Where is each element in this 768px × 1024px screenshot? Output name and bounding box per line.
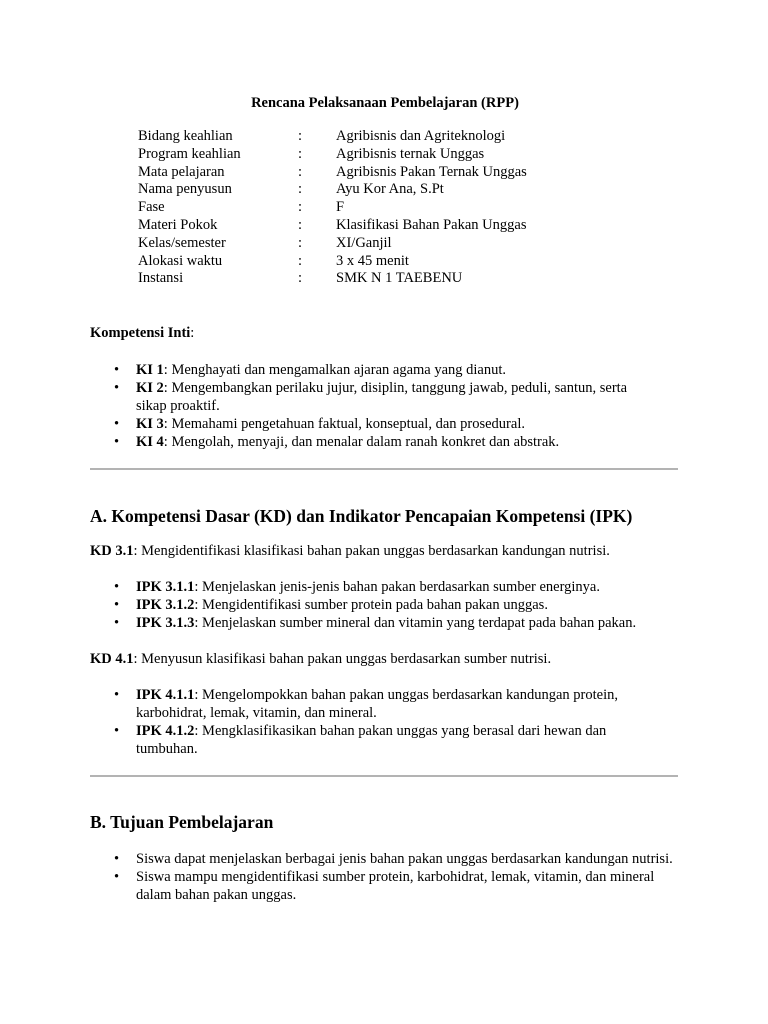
meta-value: Agribisnis ternak Unggas xyxy=(336,145,485,162)
kd-4-1 xyxy=(90,651,680,668)
kd-code: KD 3.1 xyxy=(90,543,134,559)
meta-row xyxy=(138,164,527,182)
meta-row xyxy=(138,270,527,288)
meta-row xyxy=(138,253,527,271)
meta-separator: : xyxy=(298,216,303,233)
section-b-heading: B. Tujuan Pembelajaran xyxy=(90,812,274,832)
meta-separator: : xyxy=(298,128,303,144)
item-code: IPK 4.1.1 xyxy=(136,687,195,703)
item-text: : Mengidentifikasi sumber protein pada bahan pakan unggas. xyxy=(194,597,548,613)
meta-value: SMK N 1 TAEBENU xyxy=(336,270,463,287)
item-text: : Menjelaskan jenis-jenis bahan pakan berdasarkan sumber energinya. xyxy=(194,579,600,595)
meta-value: XI/Ganjil xyxy=(336,234,392,251)
meta-label: Program keahlian xyxy=(138,145,241,162)
kd-text: : Menyusun klasifikasi bahan pakan unggas berdasarkan sumber nutrisi. xyxy=(133,651,552,667)
item-code: IPK 4.1.2 xyxy=(136,723,195,739)
meta-label: Kelas/semester xyxy=(138,234,226,251)
list-item xyxy=(90,722,650,758)
list-item xyxy=(90,379,660,415)
list-item: • Siswa mampu mengidentifikasi sumber protein, karbohidrat, lemak, vitamin, dan mineral dalam bahan pakan unggas. xyxy=(90,868,680,904)
list-item: • Siswa dapat menjelaskan berbagai jenis bahan pakan unggas berdasarkan kandungan nutrisi. xyxy=(90,850,680,868)
meta-label: Instansi xyxy=(138,270,184,287)
section-divider xyxy=(90,775,678,777)
item-code: KI 3 xyxy=(136,416,164,432)
item-text: : Menjelaskan sumber mineral dan vitamin yang terdapat pada bahan pakan. xyxy=(194,615,637,631)
list-item xyxy=(90,614,680,632)
meta-value: Ayu Kor Ana, S.Pt xyxy=(336,181,444,198)
meta-separator: : xyxy=(298,145,303,162)
ipk-4-1-list xyxy=(90,686,650,758)
meta-row xyxy=(138,235,527,253)
list-item xyxy=(90,578,680,596)
meta-separator: : xyxy=(298,163,303,180)
list-item xyxy=(90,596,680,614)
meta-row xyxy=(138,199,527,217)
item-code: IPK 3.1.3 xyxy=(136,615,195,631)
document-title: Rencana Pelaksanaan Pembelajaran (RPP) xyxy=(251,95,519,111)
kompetensi-inti-label: Kompetensi Inti xyxy=(90,325,191,341)
kompetensi-inti-list xyxy=(90,361,660,451)
meta-separator: : xyxy=(298,270,303,287)
section-a-heading: A. Kompetensi Dasar (KD) dan Indikator Pencapaian Kompetensi (IPK) xyxy=(90,506,633,526)
heading-colon: : xyxy=(190,325,195,341)
meta-separator: : xyxy=(298,199,303,216)
meta-value: Agribisnis Pakan Ternak Unggas xyxy=(336,163,527,180)
kompetensi-inti-heading xyxy=(90,325,194,342)
item-code: KI 1 xyxy=(136,362,164,378)
list-item xyxy=(90,415,660,433)
meta-value: Agribisnis dan Agriteknologi xyxy=(336,128,506,144)
item-code: IPK 3.1.1 xyxy=(136,579,195,595)
list-item xyxy=(90,433,660,451)
meta-row xyxy=(138,217,527,235)
section-divider xyxy=(90,468,678,470)
meta-separator: : xyxy=(298,181,303,198)
item-text: : Mengklasifikasikan bahan pakan unggas yang berasal dari hewan dan tumbuhan. xyxy=(136,723,607,757)
kd-code: KD 4.1 xyxy=(90,651,134,667)
kd-text: : Mengidentifikasi klasifikasi bahan pakan unggas berdasarkan kandungan nutrisi. xyxy=(133,543,610,559)
meta-row xyxy=(138,128,527,146)
ipk-3-1-list xyxy=(90,578,680,632)
item-code: KI 4 xyxy=(136,434,164,450)
item-text: : Mengolah, menyaji, dan menalar dalam ranah konkret dan abstrak. xyxy=(163,434,560,450)
kd-3-1 xyxy=(90,543,680,560)
item-text: : Memahami pengetahuan faktual, konseptual, dan prosedural. xyxy=(163,416,525,432)
item-code: KI 2 xyxy=(136,380,164,396)
meta-value: F xyxy=(336,199,345,216)
meta-label: Mata pelajaran xyxy=(138,163,225,180)
metadata-table xyxy=(138,128,527,288)
item-code: IPK 3.1.2 xyxy=(136,597,195,613)
meta-row xyxy=(138,146,527,164)
meta-value: Klasifikasi Bahan Pakan Unggas xyxy=(336,216,527,233)
item-text: : Menghayati dan mengamalkan ajaran agama yang dianut. xyxy=(163,362,507,378)
list-item xyxy=(90,686,650,722)
item-text: : Mengelompokkan bahan pakan unggas berdasarkan kandungan protein, karbohidrat, lemak, vitamin, dan mineral. xyxy=(136,687,619,721)
meta-row xyxy=(138,181,527,199)
list-item xyxy=(90,361,660,379)
meta-label: Fase xyxy=(138,199,165,216)
meta-separator: : xyxy=(298,252,303,269)
meta-separator: : xyxy=(298,234,303,251)
meta-value: 3 x 45 menit xyxy=(336,252,409,269)
tujuan-list xyxy=(90,850,680,904)
meta-label: Nama penyusun xyxy=(138,181,232,198)
item-text: : Mengembangkan perilaku jujur, disiplin, tanggung jawab, peduli, santun, serta sikap proaktif. xyxy=(136,380,628,414)
meta-label: Alokasi waktu xyxy=(138,252,223,269)
meta-label: Bidang keahlian xyxy=(138,128,233,144)
meta-label: Materi Pokok xyxy=(138,216,218,233)
